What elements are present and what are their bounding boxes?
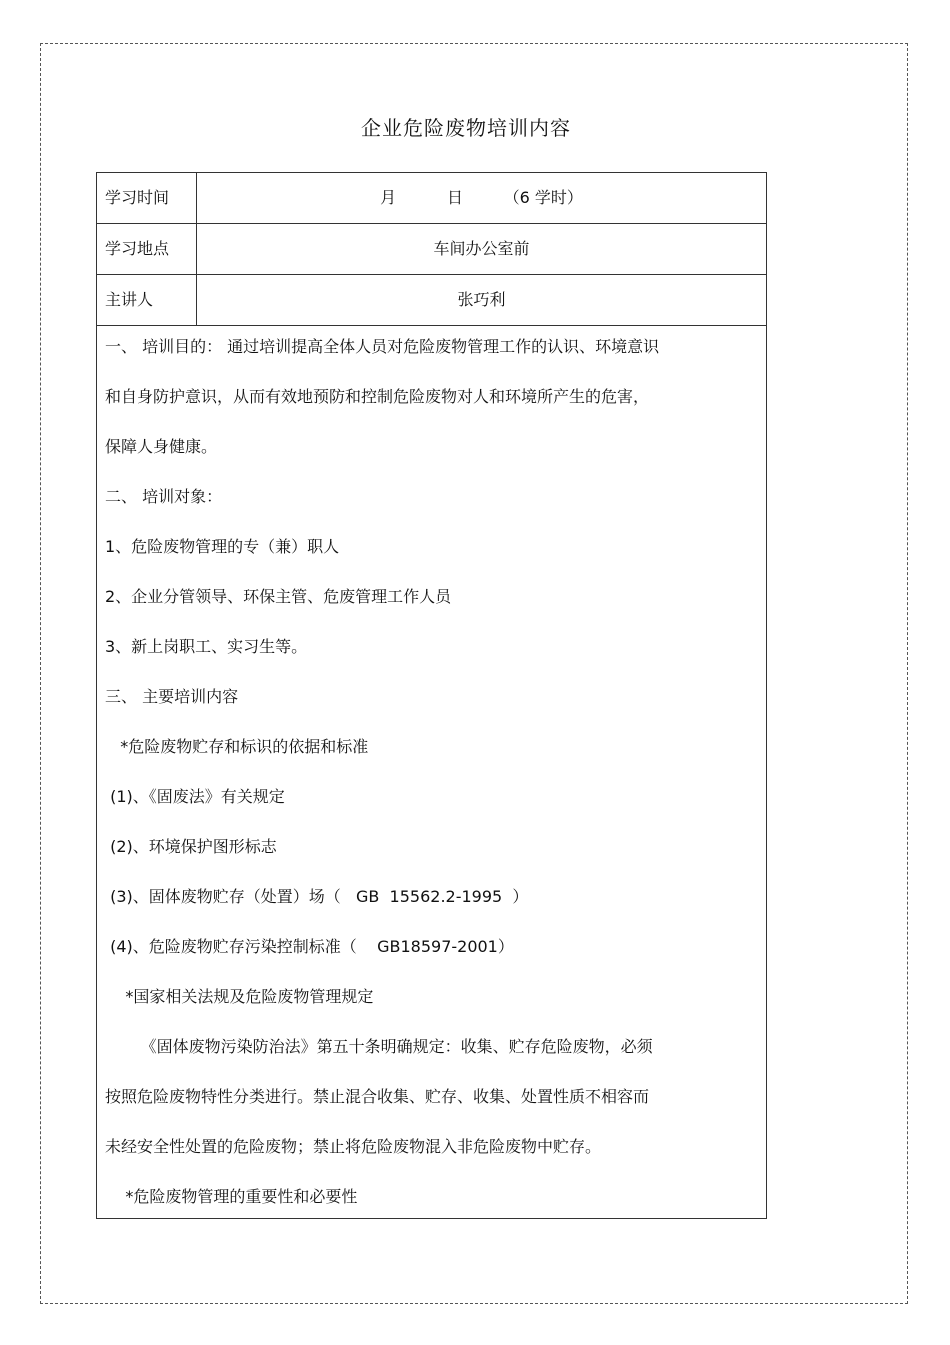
sub-heading: *危险废物管理的重要性和必要性 [105,1187,358,1206]
list-item: 2、企业分管领导、环保主管、危废管理工作人员 [105,587,452,606]
study-location-label: 学习地点 [97,224,197,274]
study-time-label: 学习时间 [97,173,197,223]
speaker-value: 张巧利 [457,290,506,309]
content-line: 一、 培训目的： 通过培训提高全体人员对危险废物管理工作的认识、环境意识 [105,337,660,356]
study-location-value: 车间办公室前 [433,239,530,258]
sub-heading: *国家相关法规及危险废物管理规定 [105,987,374,1006]
content-line: 按照危险废物特性分类进行。禁止混合收集、贮存、收集、处置性质不相容而 [105,1087,650,1106]
list-item: (3)、固体废物贮存（处置）场（ GB 15562.2-1995 ） [105,887,529,906]
study-time-value: 月 日 （6 学时） [380,188,583,207]
study-time-row [97,173,766,224]
speaker-row [97,275,766,326]
document-title: 企业危险废物培训内容 [361,116,571,140]
content-line: 未经安全性处置的危险废物；禁止将危险废物混入非危险废物中贮存。 [105,1137,602,1156]
content-line: 和自身防护意识，从而有效地预防和控制危险废物对人和环境所产生的危害， [105,387,650,406]
sub-heading: *危险废物贮存和标识的依据和标准 [105,737,369,756]
list-item: 3、新上岗职工、实习生等。 [105,637,308,656]
section-heading: 二、 培训对象： [105,487,223,506]
study-location-row [97,224,766,275]
list-item: (4)、危险废物贮存污染控制标准（ GB18597-2001） [105,937,514,956]
content-line: 《固体废物污染防治法》第五十条明确规定：收集、贮存危险废物，必须 [105,1037,653,1056]
list-item: (1)、《固废法》有关规定 [105,787,285,806]
list-item: 1、危险废物管理的专（兼）职人 [105,537,340,556]
section-heading: 三、 主要培训内容 [105,687,239,706]
speaker-label: 主讲人 [97,275,197,325]
content-line: 保障人身健康。 [105,437,218,456]
training-form-table [96,172,767,1219]
list-item: (2)、环境保护图形标志 [105,837,277,856]
